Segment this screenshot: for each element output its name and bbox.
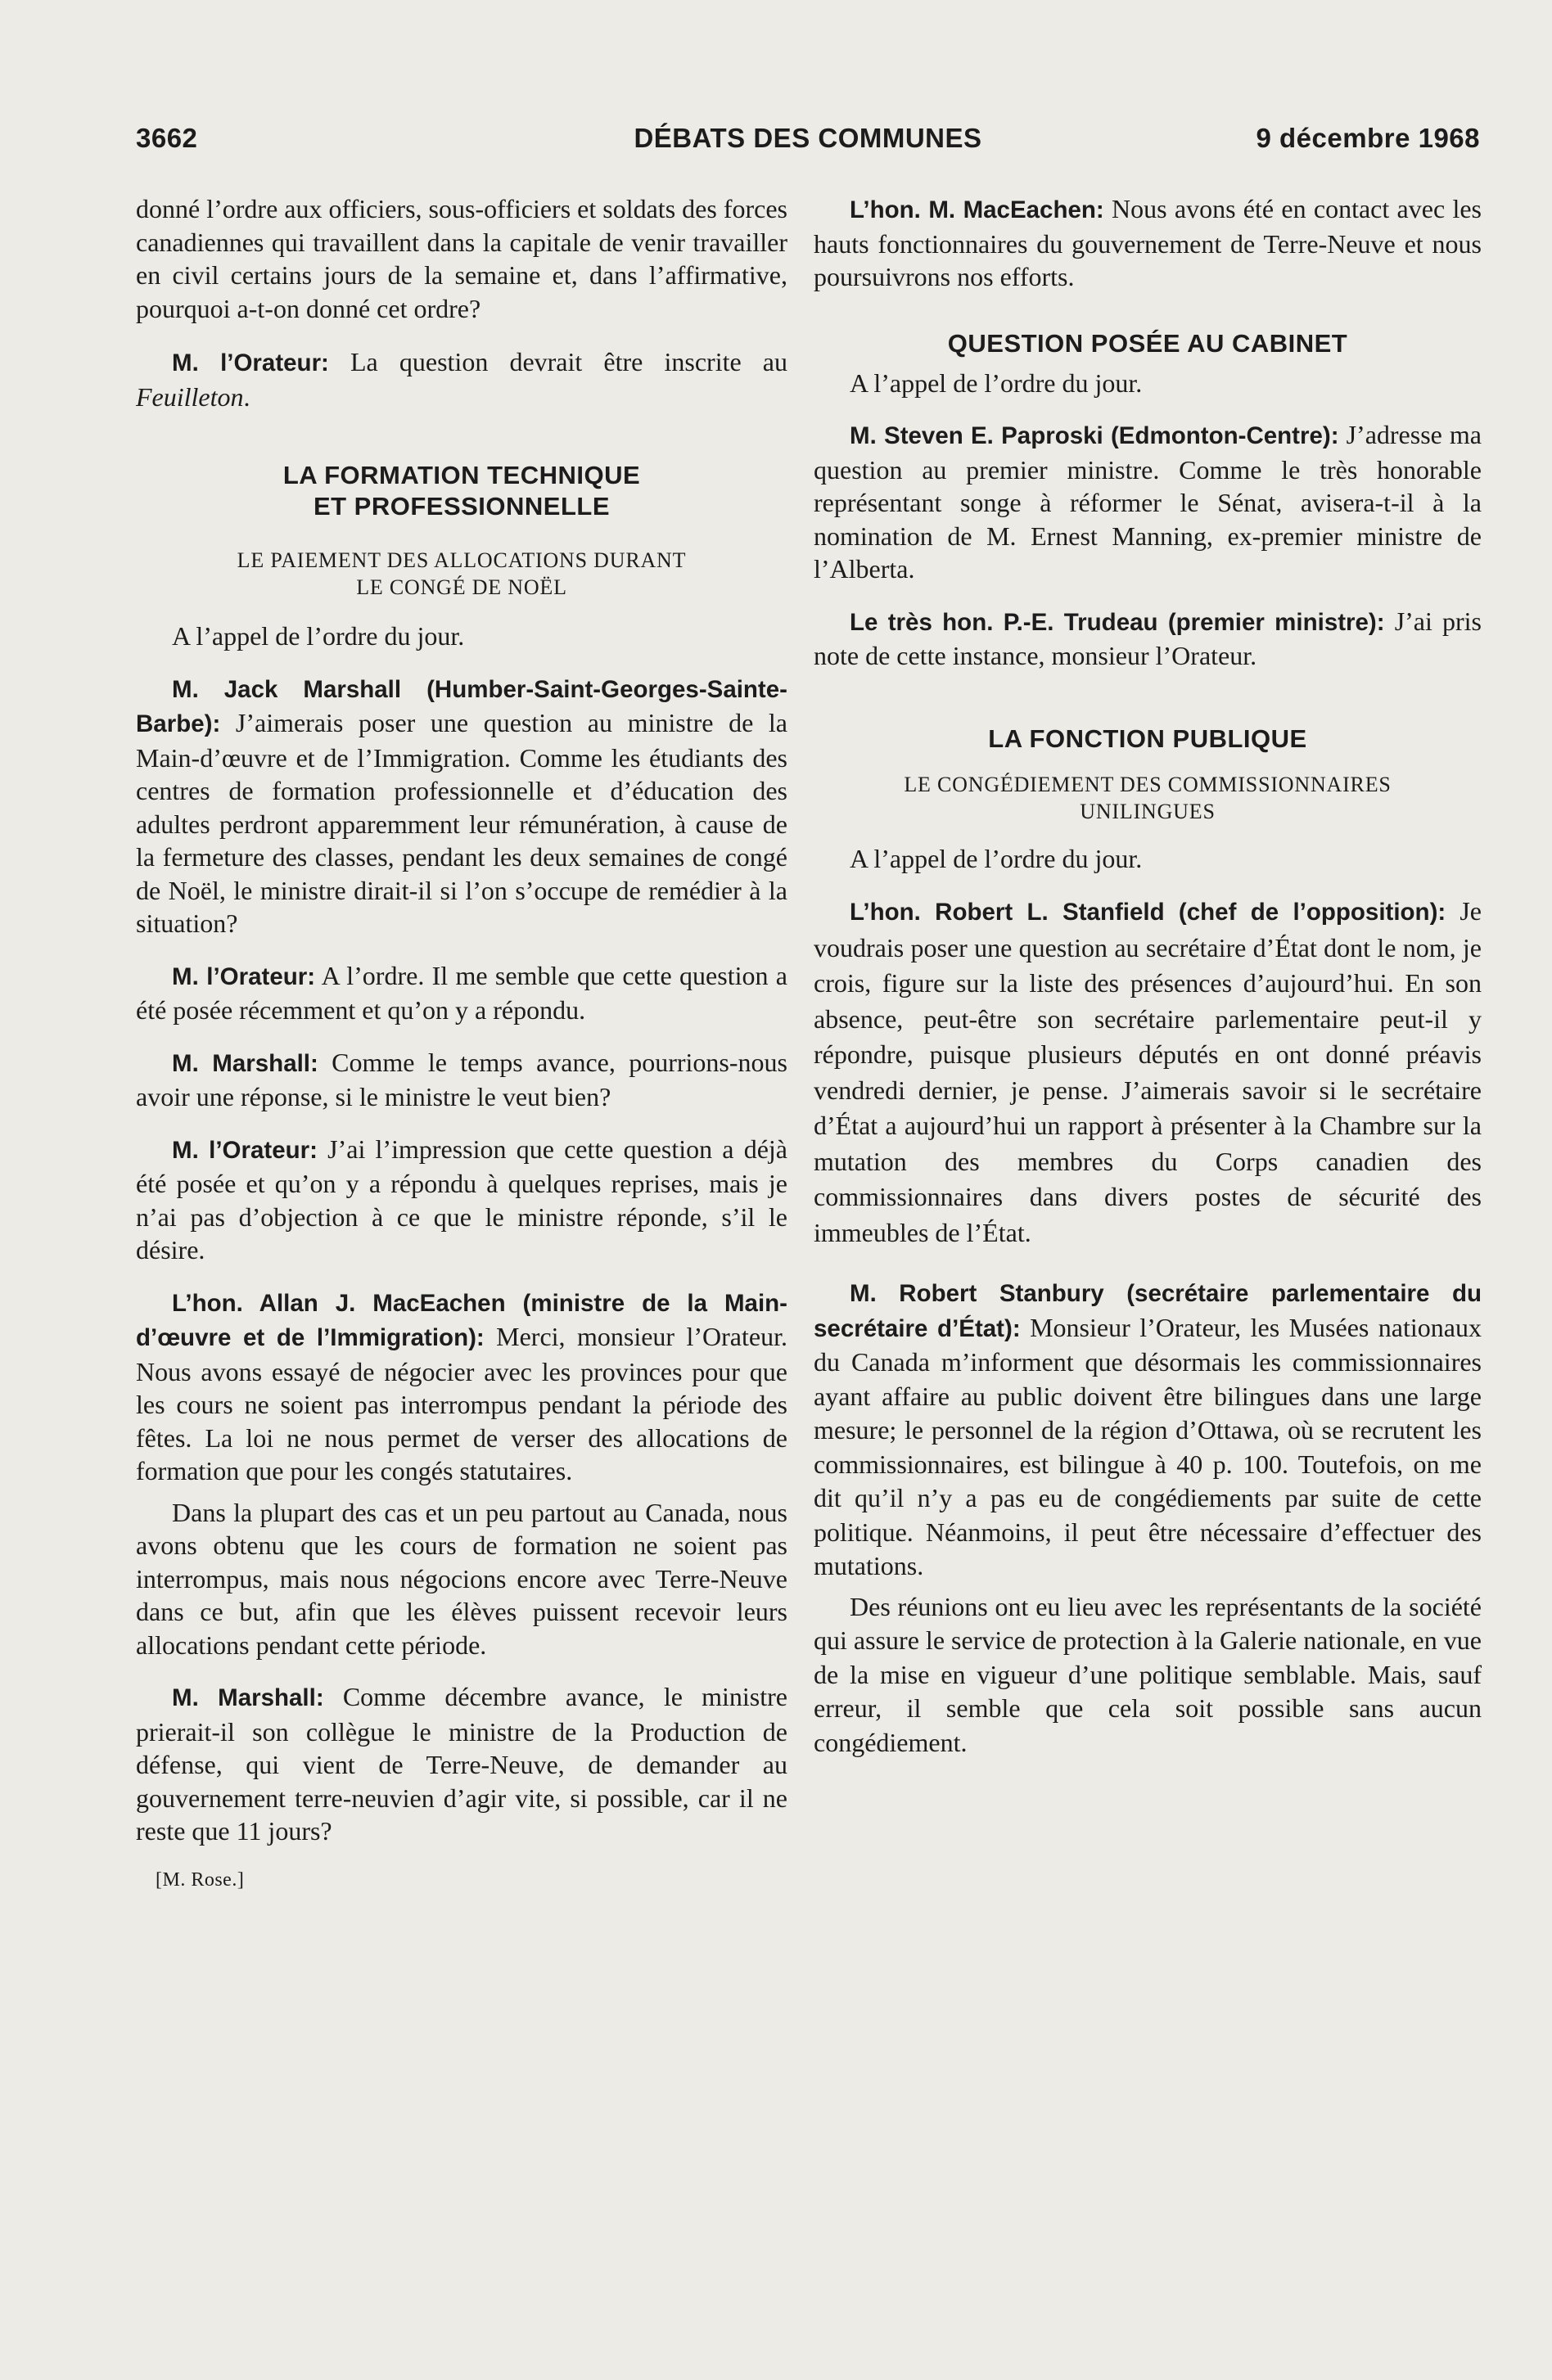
publication-title: DÉBATS DES COMMUNES bbox=[634, 123, 982, 153]
speaker-name: L’hon. Robert L. Stanfield (chef de l’opposition): bbox=[850, 899, 1446, 926]
paragraph: L’hon. Robert L. Stanfield (chef de l’opposition): Je voudrais poser une question au secrétaire d’État dont le nom, je crois, figure sur la liste des présences d’aujourd’hui. En son absence, peut-être son secrétaire parlementaire peut-il y répondre, puisque plusieurs députés en ont donné préavis vendredi dernier, je pense. J’aimerais savoir si le secrétaire d’État a aujourd’hui un rapport à présenter à la Chambre sur la mutation des membres du Corps canadien des commissionnaires dans divers postes de sécurité des immeubles de l’État. bbox=[814, 896, 1482, 1247]
speaker-name: M. Steven E. Paproski (Edmonton-Centre): bbox=[850, 422, 1339, 449]
paragraph: M. l’Orateur: A l’ordre. Il me semble que cette question a été posée récemment et qu’on y a répondu. bbox=[136, 960, 788, 1025]
speaker-name: M. Marshall: bbox=[172, 1684, 324, 1711]
speaker-name: M. Robert Stanbury (secrétaire parlementaire du secrétaire d’État): bbox=[814, 1280, 1482, 1342]
section-heading: QUESTION POSÉE AU CABINET bbox=[947, 328, 1348, 358]
paragraph: M. Jack Marshall (Humber-Saint-Georges-Sainte-Barbe): J’aimerais poser une question au ministre de la Main-d’œuvre et de l’Immigration. Comme les étudiants des centres de formation professionnelle et d’éducation des adultes perdront apparemment leur rémunération, à cause de la fermeture des classes, pendant les deux semaines de congé de Noël, le ministre dirait-il si l’on s’occupe de remédier à la situation? bbox=[136, 675, 787, 938]
paragraph: A l’appel de l’ordre du jour. bbox=[850, 843, 1143, 873]
paragraph: Le très hon. P.-E. Trudeau (premier ministre): J’ai pris note de cette instance, monsieur l’Orateur. bbox=[814, 606, 1482, 670]
speaker-name: M. l’Orateur: bbox=[172, 1136, 318, 1164]
speaker-name: M. l’Orateur: bbox=[172, 962, 316, 990]
speaker-name: M. Marshall: bbox=[172, 1049, 318, 1077]
paragraph: donné l’ordre aux officiers, sous-officiers et soldats des forces canadiennes qui travaillent dans la capitale de venir travailler en civil certains jours de la semaine et, dans l’affirmative, pourquoi a-t-on donné cet ordre? bbox=[136, 194, 787, 323]
paragraph: Des réunions ont eu lieu avec les représentants de la société qui assure le service de protection à la Galerie nationale, en vue de la mise en vigueur d’une politique semblable. Mais, sauf erreur, il semble que cela soit possible sans aucun congédiement. bbox=[814, 1591, 1482, 1757]
left-column bbox=[136, 192, 787, 1891]
page-number: 3662 bbox=[136, 123, 198, 153]
right-column bbox=[814, 192, 1482, 1760]
sub-heading: LE PAIEMENT DES ALLOCATIONS DURANT LE CONGÉ DE NOËL bbox=[237, 548, 687, 599]
page-header bbox=[136, 123, 1480, 164]
paragraph: L’hon. M. MacEachen: Nous avons été en contact avec les hauts fonctionnaires du gouvernement de Terre-Neuve et nous poursuivrons nos efforts. bbox=[814, 194, 1482, 291]
paragraph: Dans la plupart des cas et un peu partout au Canada, nous avons obtenu que les cours de formation ne soient pas interrompus, mais nous négocions encore avec Terre-Neuve dans ce but, afin que les élèves puissent recevoir leurs allocations pendant cette période. bbox=[136, 1497, 787, 1660]
paragraph: M. l’Orateur: J’ai l’impression que cette question a déjà été posée et qu’on y a répondu à quelques reprises, mais je n’ai pas d’objection à ce que le ministre réponde, s’il le désire. bbox=[136, 1134, 787, 1264]
speaker-name: M. l’Orateur: bbox=[172, 349, 329, 376]
speaker-name: L’hon. M. MacEachen: bbox=[850, 196, 1104, 223]
paragraph: M. Steven E. Paproski (Edmonton-Centre): J’adresse ma question au premier ministre. Comme le très honorable représentant songe à réformer le Sénat, avisera-t-il à la nomination de M. Ernest Manning, ex-premier ministre de l’Alberta. bbox=[814, 420, 1482, 584]
section-heading: LA FORMATION TECHNIQUE ET PROFESSIONNELLE bbox=[282, 461, 641, 521]
speaker-name: L’hon. Allan J. MacEachen (ministre de la Main-d’œuvre et de l’Immigration): bbox=[136, 1289, 787, 1351]
speaker-name: M. Jack Marshall (Humber-Saint-Georges-Sainte-Barbe): bbox=[136, 675, 787, 737]
paragraph: A l’appel de l’ordre du jour. bbox=[172, 621, 465, 651]
paragraph: L’hon. Allan J. MacEachen (ministre de la Main-d’œuvre et de l’Immigration): Merci, monsieur l’Orateur. Nous avons essayé de négocier avec les provinces pour que les cours ne soient pas interrompus pendant la période des fêtes. La loi ne nous permet de verser des allocations de formation que pour les congés statutaires. bbox=[136, 1289, 787, 1485]
paragraph: M. Robert Stanbury (secrétaire parlementaire du secrétaire d’État): Monsieur l’Orateur, les Musées nationaux du Canada m’informent que désormais les commissionnaires ayant affaire au public doivent être bilingues dans une large mesure; le personnel de la région d’Ottawa, où se recrutent les commissionnaires, est bilingue à 40 p. 100. Toutefois, on me dit qu’il n’y a pas eu de congédiements par suite de cette politique. Néanmoins, il peut être nécessaire d’effectuer des mutations. bbox=[814, 1280, 1482, 1580]
paragraph: A l’appel de l’ordre du jour. bbox=[850, 367, 1143, 398]
section-heading: LA FONCTION PUBLIQUE bbox=[988, 723, 1307, 753]
speaker-reference: [M. Rose.] bbox=[156, 1868, 245, 1891]
page-date: 9 décembre 1968 bbox=[1256, 123, 1480, 153]
paragraph: M. Marshall: Comme décembre avance, le ministre prierait-il son collègue le ministre de la Production de défense, qui vient de Terre-Neuve, de demander au gouvernement terre-neuvien d’agir vite, si possible, car il ne reste que 11 jours? bbox=[136, 1682, 787, 1846]
sub-heading: LE CONGÉDIEMENT DES COMMISSIONNAIRES UNILINGUES bbox=[904, 772, 1392, 823]
paragraph: M. Marshall: Comme le temps avance, pourrions-nous avoir une réponse, si le ministre le veut bien? bbox=[136, 1047, 787, 1111]
paragraph: M. l’Orateur: La question devrait être inscrite au Feuilleton. bbox=[136, 347, 787, 412]
speaker-name: Le très hon. P.-E. Trudeau (premier ministre): bbox=[850, 608, 1385, 636]
